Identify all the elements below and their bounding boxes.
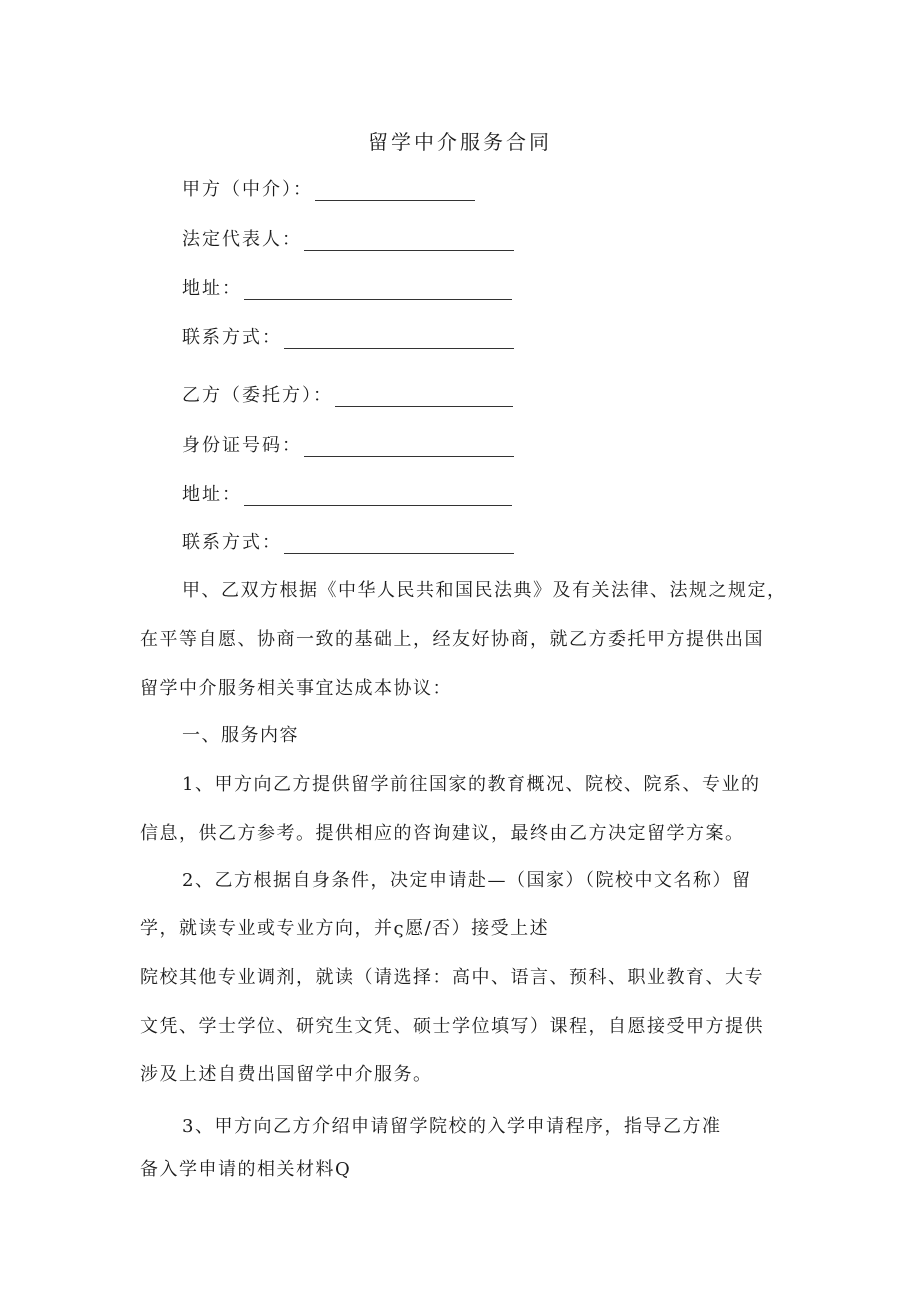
party-b-id-field <box>182 431 514 457</box>
party-a-blank <box>315 182 475 201</box>
item-2-line: 学，就读专业或专业方向，并ς愿/否）接受上述 <box>140 918 550 939</box>
party-b-address-label: 地址： <box>182 484 242 505</box>
item-1-line: 信息，供乙方参考。提供相应的咨询建议，最终由乙方决定留学方案。 <box>140 823 745 844</box>
party-b-blank <box>335 388 513 407</box>
party-b-field <box>182 381 513 407</box>
preamble-line: 在平等自愿、协商一致的基础上，经友好协商，就乙方委托甲方提供出国 <box>140 629 764 650</box>
item-1-line: 1、甲方向乙方提供留学前往国家的教育概况、院校、院系、专业的 <box>182 774 761 795</box>
party-b-address-field <box>182 480 512 506</box>
item-3-line: 备入学申请的相关材料Q <box>140 1159 352 1180</box>
party-a-address-label: 地址： <box>182 278 242 299</box>
contract-title: 留学中介服务合同 <box>368 130 552 154</box>
party-b-contact-field <box>182 528 514 554</box>
party-a-rep-field <box>182 225 514 251</box>
party-a-field <box>182 175 475 201</box>
party-a-contact-blank <box>284 330 514 349</box>
party-a-label: 甲方（中介）： <box>182 179 313 200</box>
party-b-id-label: 身份证号码： <box>182 435 302 456</box>
party-a-rep-label: 法定代表人： <box>182 229 302 250</box>
item-2-line: 院校其他专业调剂，就读（请选择：高中、语言、预科、职业教育、大专 <box>140 967 764 988</box>
party-a-contact-field <box>182 323 514 349</box>
preamble-line: 甲、乙双方根据《中华人民共和国民法典》及有关法律、法规之规定， <box>182 580 787 601</box>
party-b-contact-blank <box>284 535 514 554</box>
party-a-rep-blank <box>304 232 514 251</box>
section-heading: 一、服务内容 <box>182 725 299 746</box>
party-a-address-field <box>182 274 512 300</box>
party-a-contact-label: 联系方式： <box>182 327 282 348</box>
item-2-line: 2、乙方根据自身条件，决定申请赴—（国家）（院校中文名称）留 <box>182 870 752 891</box>
party-b-contact-label: 联系方式： <box>182 532 282 553</box>
party-b-id-blank <box>304 438 514 457</box>
party-b-address-blank <box>244 487 512 506</box>
item-2-line: 涉及上述自费出国留学中介服务。 <box>140 1064 433 1085</box>
party-b-label: 乙方（委托方）： <box>182 385 333 406</box>
item-2-line: 文凭、学士学位、研究生文凭、硕士学位填写）课程，自愿接受甲方提供 <box>140 1016 764 1037</box>
party-a-address-blank <box>244 281 512 300</box>
item-3-line: 3、甲方向乙方介绍申请留学院校的入学申请程序，指导乙方准 <box>182 1116 722 1137</box>
preamble-line: 留学中介服务相关事宜达成本协议： <box>140 678 452 699</box>
